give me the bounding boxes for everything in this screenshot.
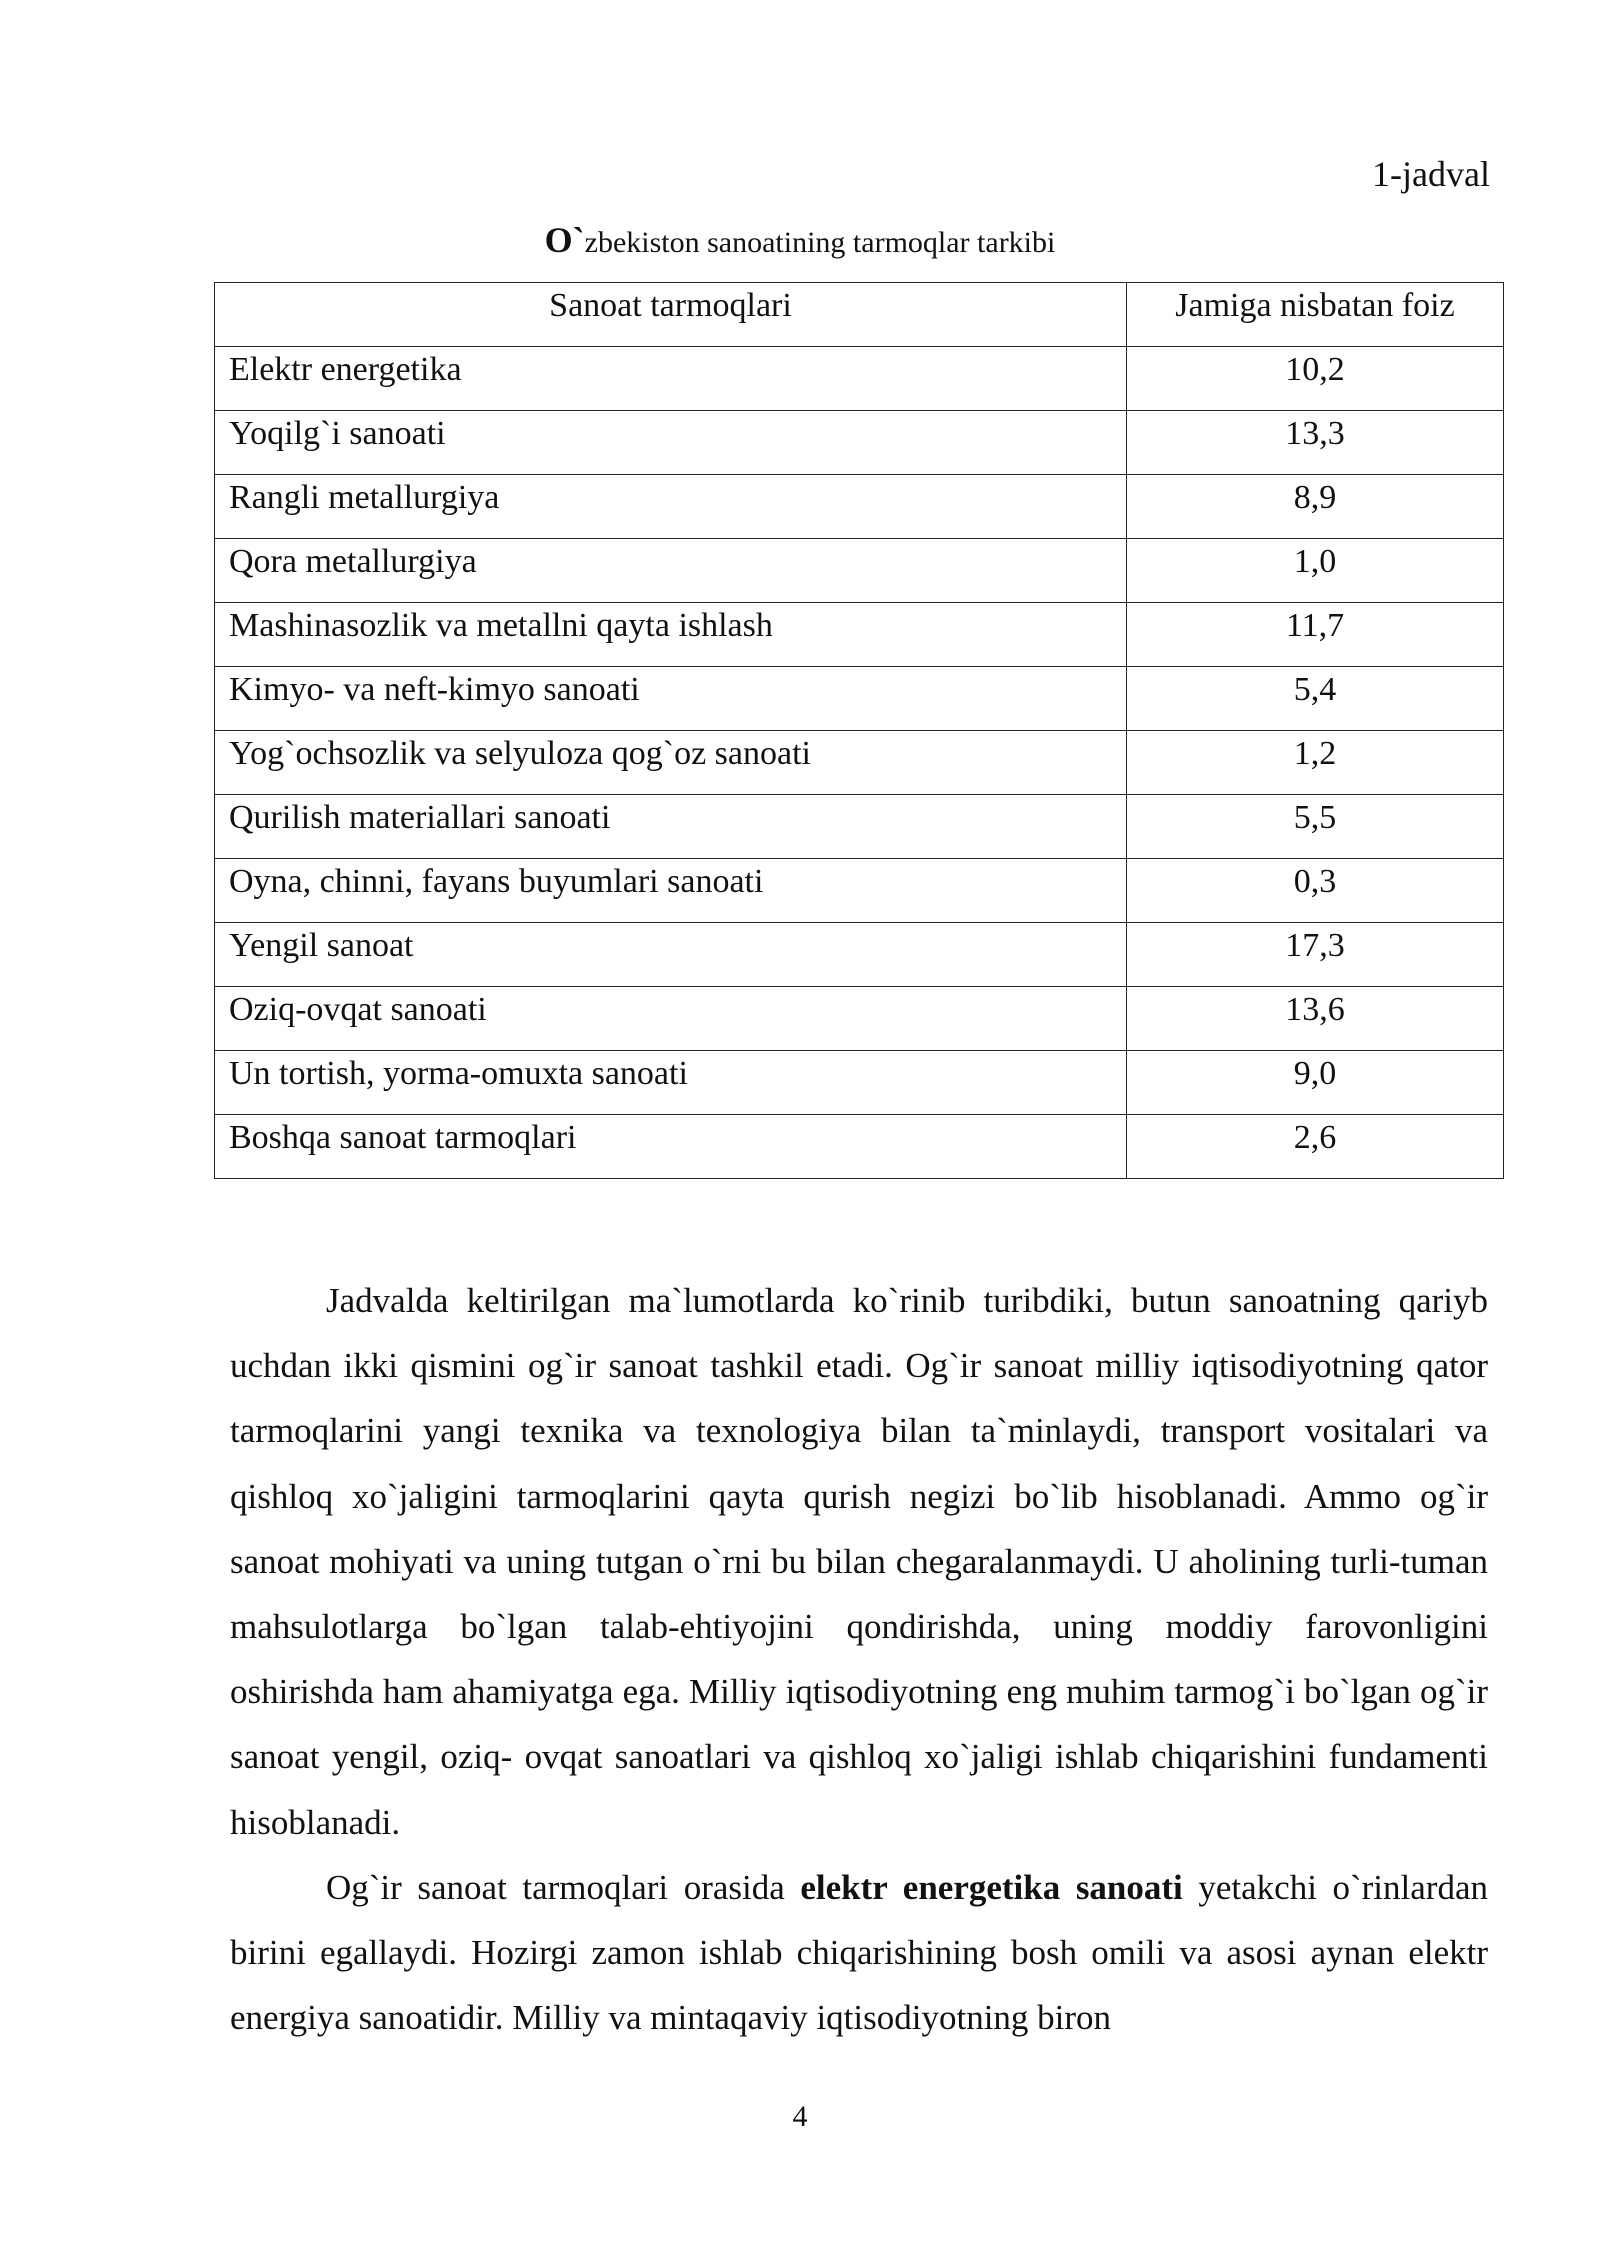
row-name: Qora metallurgiya (215, 539, 1127, 603)
header-percent: Jamiga nisbatan foiz (1127, 283, 1504, 347)
row-name: Elektr energetika (215, 347, 1127, 411)
row-value: 13,3 (1127, 411, 1504, 475)
table-row (215, 1051, 1504, 1115)
paragraph-2-end: yetakchi o`rinlardan birini egallaydi. Hozirgi zamon ishlab chiqarishining bosh omili va asosi aynan elektr energiya sanoatidir. Milliy va mintaqaviy iqtisodiyotning biron (230, 1867, 1488, 2038)
row-value: 2,6 (1127, 1115, 1504, 1179)
table-row (215, 731, 1504, 795)
paragraph-2-bold-term: elektr energetika sanoati (800, 1867, 1183, 1907)
row-name: Oyna, chinni, fayans buyumlari sanoati (215, 859, 1127, 923)
row-value: 11,7 (1127, 603, 1504, 667)
table-header-row (215, 283, 1504, 347)
table-row (215, 347, 1504, 411)
paragraph-2-start: Og`ir sanoat tarmoqlari orasida (326, 1867, 801, 1907)
row-name: Rangli metallurgiya (215, 475, 1127, 539)
row-name: Un tortish, yorma-omuxta sanoati (215, 1051, 1127, 1115)
row-value: 5,4 (1127, 667, 1504, 731)
caption-first-letter: O` (544, 220, 585, 260)
header-industry: Sanoat tarmoqlari (215, 283, 1127, 347)
row-name: Oziq-ovqat sanoati (215, 987, 1127, 1051)
row-name: Kimyo- va neft-kimyo sanoati (215, 667, 1127, 731)
paragraph-1: Jadvalda keltirilgan ma`lumotlarda ko`rinib turibdiki, butun sanoatning qariyb uchdan ikki qismini og`ir sanoat tashkil etadi. Og`ir sanoat milliy iqtisodiyotning qator tarmoqlarini yangi texnika va texnologiya bilan ta`minlaydi, transport vositalari va qishloq xo`jaligini tarmoqlarini qayta qurish negizi bo`lib hisoblanadi. Ammo og`ir sanoat mohiyati va uning tutgan o`rni bu bilan chegaralanmaydi. U aholining turli-tuman mahsulotlarga bo`lgan talab-ehtiyojini qondirishda, uning moddiy farovonligini oshirishda ham ahamiyatga ega. Milliy iqtisodiyotning eng muhim tarmog`i bo`lgan og`ir sanoat yengil, oziq- ovqat sanoatlari va qishloq xo`jaligi ishlab chiqarishini fundamenti hisoblanadi. (230, 1281, 1488, 1842)
row-name: Yoqilg`i sanoati (215, 411, 1127, 475)
caption-text: zbekiston sanoatining tarmoqlar tarkibi (584, 226, 1056, 259)
table-row (215, 539, 1504, 603)
row-value: 5,5 (1127, 795, 1504, 859)
row-value: 10,2 (1127, 347, 1504, 411)
row-value: 8,9 (1127, 475, 1504, 539)
row-value: 9,0 (1127, 1051, 1504, 1115)
row-value: 17,3 (1127, 923, 1504, 987)
table-row (215, 859, 1504, 923)
page-number: 4 (792, 2100, 808, 2133)
table-row (215, 411, 1504, 475)
row-name: Yog`ochsozlik va selyuloza qog`oz sanoati (215, 731, 1127, 795)
body-text (230, 1268, 1488, 2050)
row-name: Yengil sanoat (215, 923, 1127, 987)
table-row (215, 603, 1504, 667)
paragraph-2 (230, 1855, 1488, 2051)
table-row (215, 923, 1504, 987)
row-value: 1,2 (1127, 731, 1504, 795)
row-name: Mashinasozlik va metallni qayta ishlash (215, 603, 1127, 667)
table-row (215, 667, 1504, 731)
table-caption (0, 220, 1600, 263)
table-row (215, 795, 1504, 859)
row-value: 0,3 (1127, 859, 1504, 923)
row-value: 1,0 (1127, 539, 1504, 603)
row-name: Qurilish materiallari sanoati (215, 795, 1127, 859)
row-value: 13,6 (1127, 987, 1504, 1051)
table-row (215, 475, 1504, 539)
industry-structure-table (214, 282, 1504, 1179)
table-row (215, 987, 1504, 1051)
table-row (215, 1115, 1504, 1179)
table-label: 1-jadval (1372, 154, 1490, 194)
row-name: Boshqa sanoat tarmoqlari (215, 1115, 1127, 1179)
